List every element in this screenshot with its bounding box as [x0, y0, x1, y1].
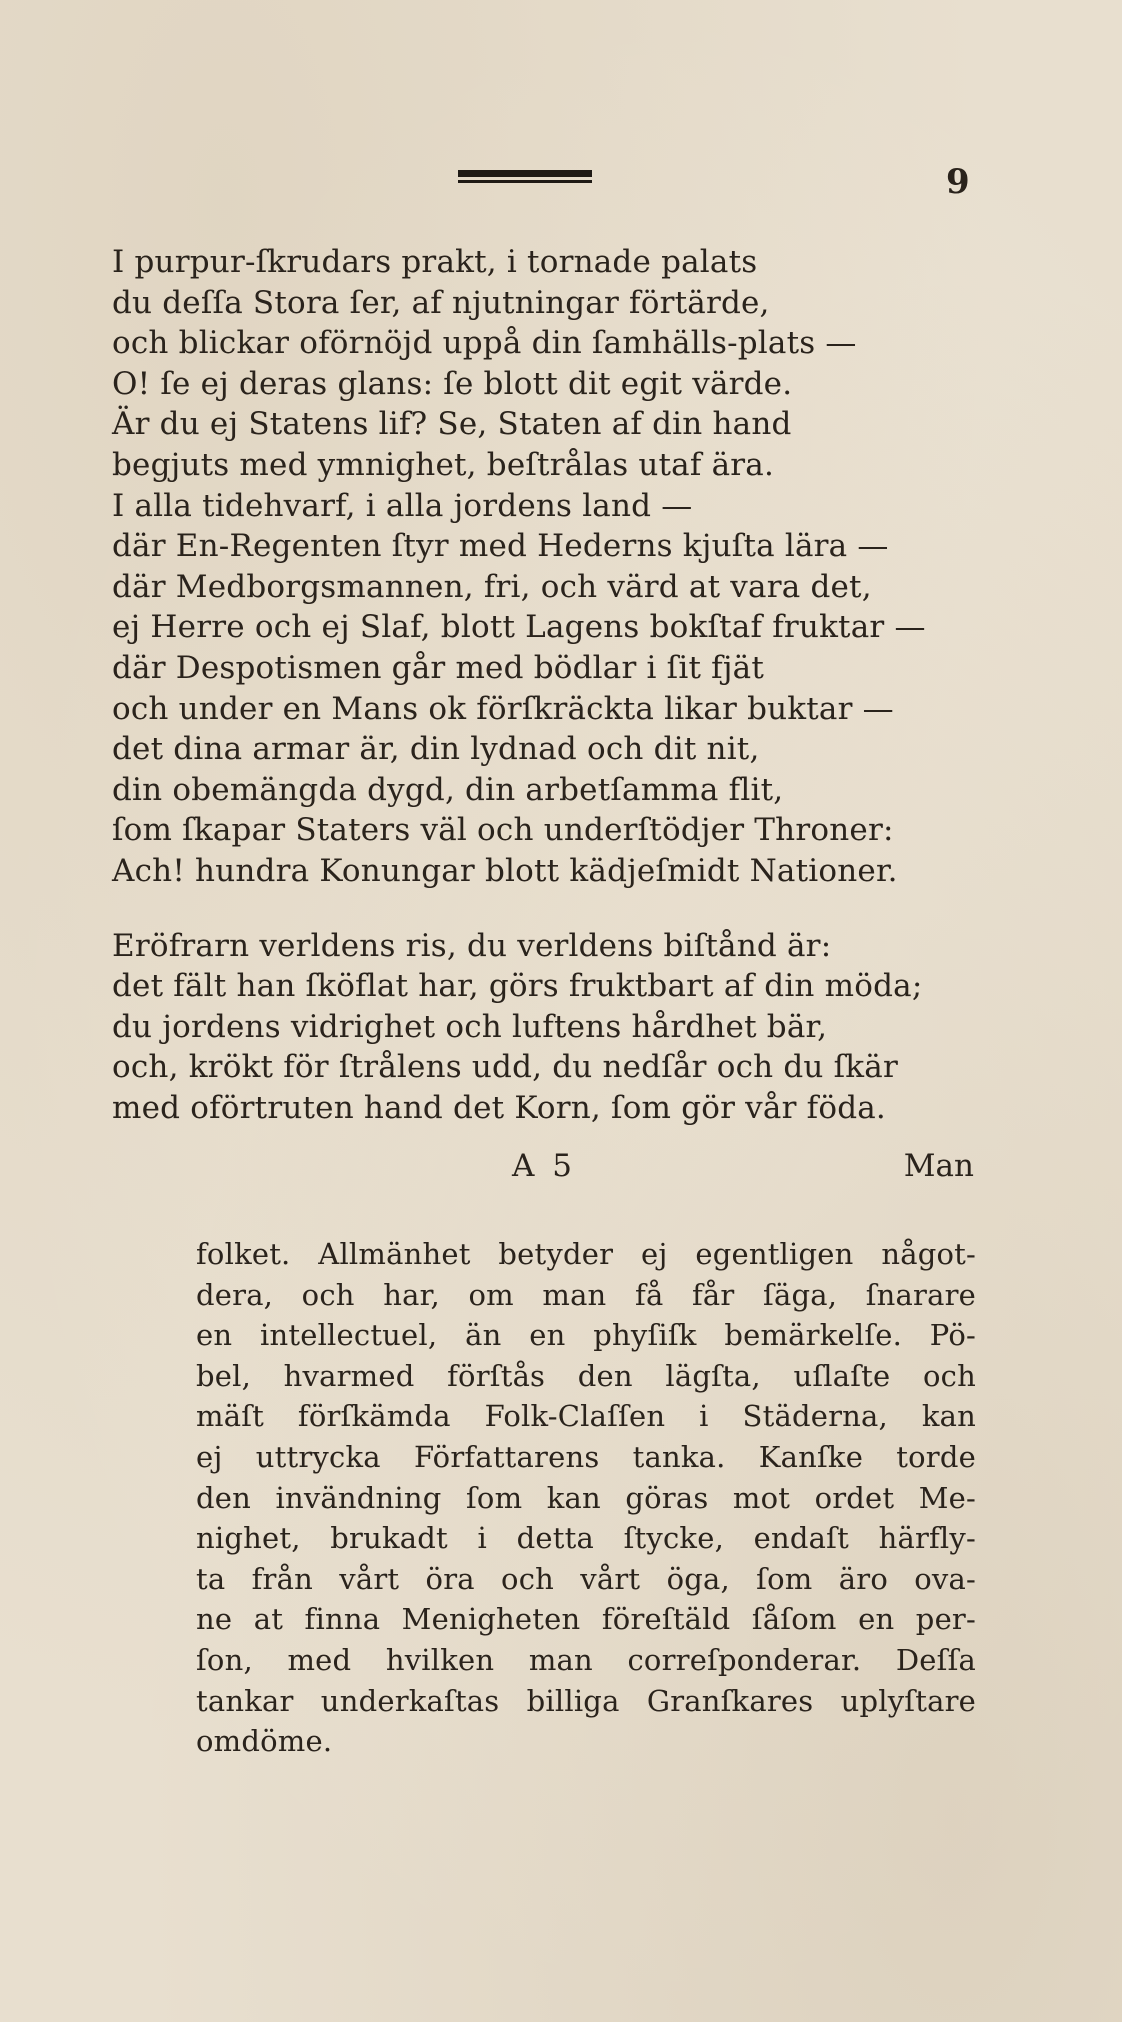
poem-line: O! ſe ej deras glans: ſe blott dit egit värde. — [112, 365, 793, 402]
poem-line: ſom ſkapar Staters väl och underſtödjer Throner: — [112, 812, 894, 849]
footnote-line: nighet, brukadt i detta ſtycke, endaſt härfly- — [196, 1521, 976, 1556]
footnote-line: ſon, med hvilken man correſponderar. Deſſa — [196, 1642, 976, 1677]
footnote-line: ej uttrycka Författarens tanka. Kanſke torde — [196, 1439, 976, 1474]
footer-row — [112, 1148, 974, 1188]
footnote-line: den invändning ſom kan göras mot ordet Me- — [196, 1480, 976, 1515]
footnote-line: en intellectuel, än en phyſiſk bemärkelſe. Pö- — [196, 1318, 976, 1353]
poem-line: du deſſa Stora ſer, af njutningar förtärde, — [112, 284, 770, 321]
header-rule — [458, 168, 592, 188]
poem-line: och, krökt för ſtrålens udd, du nedſår och du ſkär — [112, 1049, 898, 1086]
poem-line: ej Herre och ej Slaf, blott Lagens bokſtaf fruktar — — [112, 609, 926, 646]
stanza-1 — [112, 242, 982, 892]
poem-line: I purpur-ſkrudars prakt, i tornade palats — [112, 244, 758, 280]
header-rule-thin — [458, 180, 592, 183]
poem-line: du jordens vidrighet och luftens hårdhet bär, — [112, 1008, 828, 1045]
stanza-2 — [112, 926, 982, 1129]
footnote-line: tankar underkaſtas billiga Granſkares uplyſtare — [196, 1683, 976, 1718]
footnote-line: omdöme. — [196, 1724, 333, 1759]
page-number: 9 — [946, 162, 970, 202]
poem-line: med oförtruten hand det Korn, ſom gör vår föda. — [112, 1089, 886, 1126]
poem-line: I alla tidehvarf, i alla jordens land — — [112, 487, 693, 524]
poem-line: Eröfrarn verldens ris, du verldens biſtånd är: — [112, 927, 832, 964]
poem-line: din obemängda dygd, din arbetſamma flit, — [112, 771, 784, 808]
poem-line: där Medborgsmannen, fri, och värd at vara det, — [112, 568, 872, 605]
poem-line: där En-Regenten ſtyr med Hederns kjuſta lära — — [112, 528, 889, 565]
header-rule-thick — [458, 170, 592, 177]
catchword: Man — [903, 1148, 974, 1184]
footnote-line: bel, hvarmed förſtås den lägſta, uſlaſte och — [196, 1358, 976, 1393]
poem-line: Är du ej Statens lif? Se, Staten af din hand — [112, 406, 792, 443]
footnote-line: dera, och har, om man få får ſäga, ſnarare — [196, 1277, 976, 1312]
poem-line: det fält han ſköflat har, görs fruktbart af din möda; — [112, 968, 923, 1005]
poem-line: begjuts med ymnighet, beſtrålas utaf ära. — [112, 446, 775, 483]
poem-line: där Despotismen går med bödlar i ſit fjät — [112, 649, 765, 686]
poem-line: och blickar oförnöjd uppå din ſamhälls-plats — — [112, 325, 857, 362]
footnote-line: ta från vårt öra och vårt öga, ſom äro ova- — [196, 1561, 976, 1596]
poem-line: det dina armar är, din lydnad och dit nit, — [112, 731, 760, 768]
poem-line: och under en Mans ok förſkräckta likar buktar — — [112, 690, 894, 727]
footnote-line: folket. Allmänhet betyder ej egentligen något- — [196, 1237, 976, 1271]
footnote-line: mäſt förſkämda Folk-Claſſen i Städerna, kan — [196, 1399, 976, 1434]
footnote — [196, 1234, 976, 1762]
poem-line: Ach! hundra Konungar blott kädjeſmidt Nationer. — [112, 852, 898, 889]
poem — [112, 242, 982, 1128]
footnote-line: ne at finna Menigheten föreſtäld ſåſom en per- — [196, 1602, 976, 1637]
signature-mark: A 5 — [512, 1148, 576, 1184]
